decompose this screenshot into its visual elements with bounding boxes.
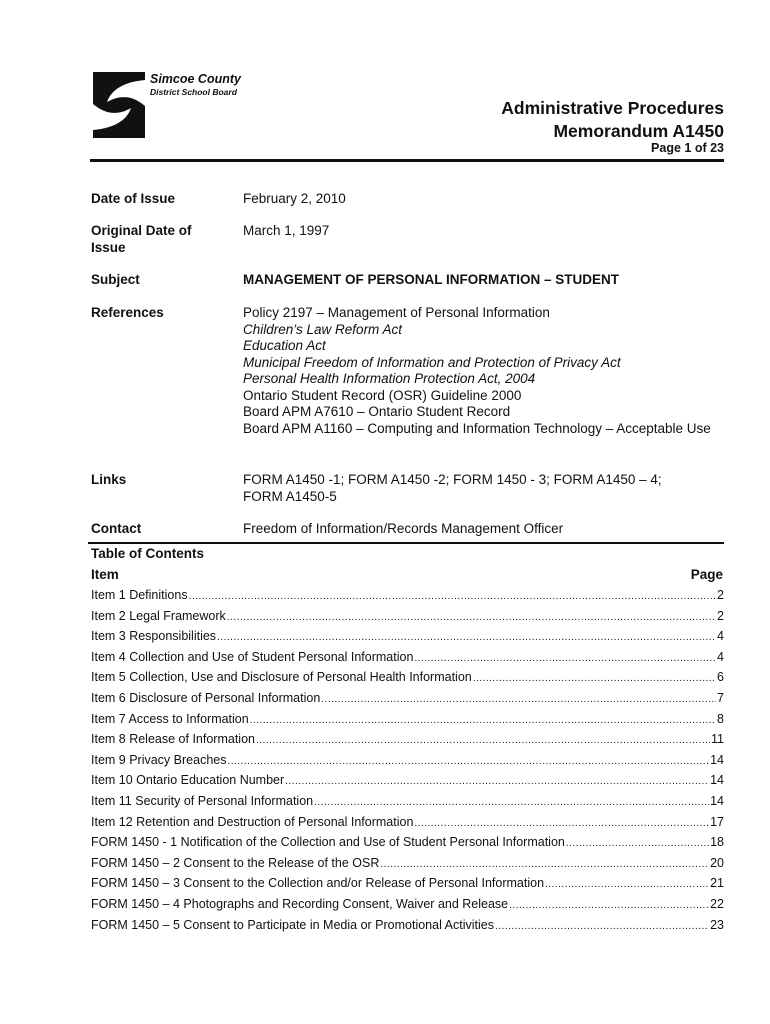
links-label: Links xyxy=(91,472,127,487)
toc-entry[interactable] xyxy=(91,915,724,936)
toc-list xyxy=(91,585,724,935)
toc-entry-title: Item 12 Retention and Destruction of Personal Information xyxy=(91,814,414,829)
toc-leader xyxy=(250,709,716,732)
toc-entry-page: 2 xyxy=(717,588,724,602)
toc-entry-page: 8 xyxy=(717,711,724,726)
date-of-issue-value: February 2, 2010 xyxy=(243,191,346,206)
toc-entry-title: FORM 1450 – 5 Consent to Participate in Media or Promotional Activities xyxy=(91,917,494,932)
reference-item: Children’s Law Reform Act xyxy=(243,321,403,337)
toc-entry-page: 7 xyxy=(717,690,724,705)
links-line1: FORM A1450 -1; FORM A1450 -2; FORM 1450 - 3; FORM A1450 – 4; xyxy=(243,472,662,487)
toc-header xyxy=(91,567,723,582)
toc-page-column-header: Page xyxy=(690,567,723,582)
original-date-value: March 1, 1997 xyxy=(243,223,330,238)
document-title xyxy=(501,97,724,143)
toc-entry[interactable] xyxy=(91,729,724,750)
toc-entry-title: Item 4 Collection and Use of Student Personal Information xyxy=(91,649,414,664)
toc-leader xyxy=(314,791,709,814)
header-divider xyxy=(90,159,724,162)
toc-entry-page: 21 xyxy=(710,876,724,891)
toc-entry-page: 22 xyxy=(710,896,724,911)
toc-entry-page: 23 xyxy=(710,917,724,932)
toc-entry-title: Item 1 Definitions xyxy=(91,588,188,602)
toc-entry-page: 14 xyxy=(710,773,724,788)
reference-item: Ontario Student Record (OSR) Guideline 2000 xyxy=(243,387,522,403)
toc-leader xyxy=(285,770,709,793)
toc-entry[interactable] xyxy=(91,750,724,771)
toc-entry[interactable] xyxy=(91,585,724,606)
toc-entry-title: Item 9 Privacy Breaches xyxy=(91,752,227,767)
reference-item: Policy 2197 – Management of Personal Information xyxy=(243,305,550,320)
toc-leader xyxy=(473,667,716,690)
toc-entry-title: Item 3 Responsibilities xyxy=(91,629,217,644)
toc-entry[interactable] xyxy=(91,894,724,915)
toc-entry[interactable] xyxy=(91,873,724,894)
references-list xyxy=(243,305,723,437)
toc-leader xyxy=(495,915,709,938)
logo-mark-icon xyxy=(93,72,145,138)
toc-entry-page: 4 xyxy=(717,629,724,644)
organization-name: Simcoe County xyxy=(150,72,241,86)
subject-label: Subject xyxy=(91,272,140,287)
links-line2: FORM A1450-5 xyxy=(243,488,337,504)
toc-leader xyxy=(566,832,709,855)
toc-entry-page: 2 xyxy=(717,608,724,623)
page-indicator: Page 1 of 23 xyxy=(651,141,724,155)
original-date-label-line1: Original Date of xyxy=(91,223,192,238)
toc-leader xyxy=(217,626,716,649)
toc-leader xyxy=(414,647,716,670)
toc-entry[interactable] xyxy=(91,812,724,833)
reference-item: Board APM A1160 – Computing and Information Technology – Acceptable Use xyxy=(243,420,711,436)
toc-leader xyxy=(189,585,716,608)
toc-entry[interactable] xyxy=(91,688,724,709)
toc-entry[interactable] xyxy=(91,791,724,812)
links-value xyxy=(243,472,723,505)
toc-entry[interactable] xyxy=(91,647,724,668)
reference-item: Municipal Freedom of Information and Protection of Privacy Act xyxy=(243,354,621,370)
toc-entry-title: FORM 1450 – 3 Consent to the Collection and/or Release of Personal Information xyxy=(91,876,545,891)
toc-entry-title: FORM 1450 - 1 Notification of the Collection and Use of Student Personal Information xyxy=(91,835,565,850)
organization-subname: District School Board xyxy=(150,87,237,97)
toc-entry-page: 11 xyxy=(711,732,724,747)
toc-entry-page: 14 xyxy=(710,793,724,808)
toc-entry[interactable] xyxy=(91,832,724,853)
toc-leader xyxy=(227,606,716,629)
date-of-issue-label: Date of Issue xyxy=(91,191,176,206)
toc-entry-title: Item 8 Release of Information xyxy=(91,732,255,747)
contact-label: Contact xyxy=(91,521,142,536)
toc-entry[interactable] xyxy=(91,626,724,647)
toc-entry[interactable] xyxy=(91,709,724,730)
toc-entry-page: 18 xyxy=(710,835,724,850)
original-date-label-line2: Issue xyxy=(91,239,126,255)
toc-leader xyxy=(414,812,709,835)
toc-title: Table of Contents xyxy=(91,546,204,561)
references-label: References xyxy=(91,305,164,320)
toc-item-column-header: Item xyxy=(91,567,119,582)
toc-entry-page: 14 xyxy=(710,752,724,767)
toc-entry-title: Item 2 Legal Framework xyxy=(91,608,226,623)
reference-item: Board APM A7610 – Ontario Student Record xyxy=(243,404,511,419)
toc-entry-title: Item 6 Disclosure of Personal Information xyxy=(91,690,321,705)
document-title-line2: Memorandum A1450 xyxy=(553,121,724,141)
toc-entry-title: Item 7 Access to Information xyxy=(91,711,249,726)
toc-leader xyxy=(321,688,716,711)
toc-entry[interactable] xyxy=(91,770,724,791)
reference-item: Education Act xyxy=(243,338,326,353)
toc-entry-title: Item 5 Collection, Use and Disclosure of Personal Health Information xyxy=(91,670,472,685)
original-date-label xyxy=(91,223,231,256)
toc-leader xyxy=(227,750,709,773)
toc-entry[interactable] xyxy=(91,667,724,688)
district-logo xyxy=(93,72,253,142)
toc-leader xyxy=(545,873,709,896)
reference-item: Personal Health Information Protection Act, 2004 xyxy=(243,371,536,386)
toc-leader xyxy=(380,853,709,876)
toc-entry-page: 4 xyxy=(717,649,724,664)
toc-leader xyxy=(256,729,710,752)
document-title-line1: Administrative Procedures xyxy=(501,98,724,118)
toc-entry-page: 6 xyxy=(717,670,724,685)
contact-value: Freedom of Information/Records Management Officer xyxy=(243,521,564,536)
toc-entry-title: FORM 1450 – 4 Photographs and Recording Consent, Waiver and Release xyxy=(91,896,509,911)
toc-entry[interactable] xyxy=(91,853,724,874)
toc-leader xyxy=(509,894,709,917)
toc-entry-title: FORM 1450 – 2 Consent to the Release of the OSR xyxy=(91,855,380,870)
toc-entry[interactable] xyxy=(91,606,724,627)
toc-entry-title: Item 11 Security of Personal Information xyxy=(91,793,314,808)
section-divider xyxy=(88,542,724,544)
toc-entry-page: 17 xyxy=(710,814,724,829)
subject-value: MANAGEMENT OF PERSONAL INFORMATION – STUDENT xyxy=(243,272,620,287)
toc-entry-title: Item 10 Ontario Education Number xyxy=(91,773,285,788)
toc-entry-page: 20 xyxy=(710,855,724,870)
